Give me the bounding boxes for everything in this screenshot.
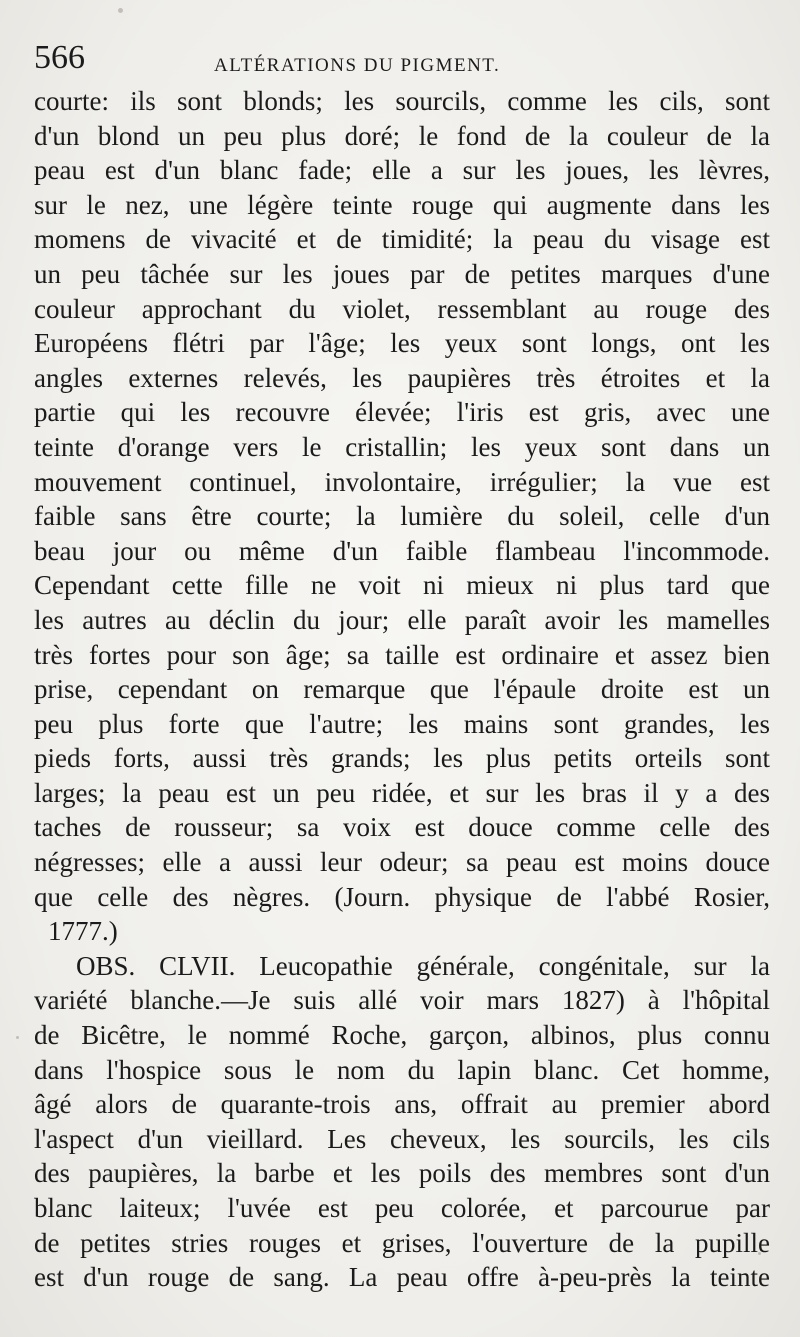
text-line: faible sans être courte; la lumière du soleil, celle d'un (34, 501, 770, 532)
text-line: Européens flétri par l'âge; les yeux sont longs, ont les (34, 328, 770, 359)
paper-speck (118, 8, 123, 13)
text-line: peu plus forte que l'autre; les mains sont grandes, les (34, 708, 770, 739)
text-line: larges; la peau est un peu ridée, et sur les bras il y a des (34, 777, 770, 808)
text-line: de Bicêtre, le nommé Roche, garçon, albinos, plus connu (34, 1020, 770, 1051)
observation-heading-line: OBS. CLVII. Leucopathie générale, congénitale, sur la (76, 950, 770, 981)
text-line: angles externes relevés, les paupières très étroites et la (34, 362, 770, 393)
text-line: les autres au déclin du jour; elle paraît avoir les mamelles (34, 604, 770, 635)
text-line: prise, cependant on remarque que l'épaule droite est un (34, 674, 770, 705)
text-line: est d'un rouge de sang. La peau offre à-peu-près la teinte (34, 1262, 770, 1293)
text-line: que celle des nègres. (Journ. physique de l'abbé Rosier, (34, 881, 770, 912)
body-text (34, 84, 770, 1295)
text-line: âgé alors de quarante-trois ans, offrait au premier abord (34, 1089, 770, 1120)
text-line: sur le nez, une légère teinte rouge qui augmente dans les (34, 189, 770, 220)
text-line: couleur approchant du violet, ressemblant au rouge des (34, 293, 770, 324)
paper-speck (758, 1252, 761, 1255)
text-line: négresses; elle a aussi leur odeur; sa peau est moins douce (34, 847, 770, 878)
paper-speck (16, 1036, 19, 1039)
text-line: taches de rousseur; sa voix est douce comme celle des (34, 812, 770, 843)
running-title: ALTÉRATIONS DU PIGMENT. (214, 55, 501, 76)
text-line: partie qui les recouvre élevée; l'iris est gris, avec une (34, 397, 770, 428)
text-line: teinte d'orange vers le cristallin; les yeux sont dans un (34, 431, 770, 462)
text-line: pieds forts, aussi très grands; les plus petits orteils sont (34, 743, 770, 774)
text-line: peau est d'un blanc fade; elle a sur les joues, les lèvres, (34, 155, 770, 186)
page-number: 566 (34, 39, 85, 76)
text-line: dans l'hospice sous le nom du lapin blanc. Cet homme, (34, 1054, 770, 1085)
text-line: variété blanche.—Je suis allé voir mars 1827) à l'hôpital (34, 985, 770, 1016)
text-line: beau jour ou même d'un faible flambeau l'incommode. (34, 535, 770, 566)
text-line: des paupières, la barbe et les poils des membres sont d'un (34, 1158, 770, 1189)
text-line: momens de vivacité et de timidité; la peau du visage est (34, 224, 770, 255)
text-line: mouvement continuel, involontaire, irrégulier; la vue est (34, 466, 770, 497)
text-line: très fortes pour son âge; sa taille est ordinaire et assez bien (34, 639, 770, 670)
text-line: courte: ils sont blonds; les sourcils, comme les cils, sont (34, 86, 770, 116)
text-line: Cependant cette fille ne voit ni mieux ni plus tard que (34, 570, 770, 601)
text-line: 1777.) (48, 916, 118, 947)
text-line: blanc laiteux; l'uvée est peu colorée, et parcourue par (34, 1193, 770, 1223)
text-line: de petites stries rouges et grises, l'ouverture de la pupille (34, 1227, 770, 1258)
page-header (34, 38, 774, 78)
text-line: d'un blond un peu plus doré; le fond de la couleur de la (34, 120, 770, 151)
text-line: un peu tâchée sur les joues par de petites marques d'une (34, 258, 770, 289)
text-line: l'aspect d'un vieillard. Les cheveux, les sourcils, les cils (34, 1123, 770, 1154)
